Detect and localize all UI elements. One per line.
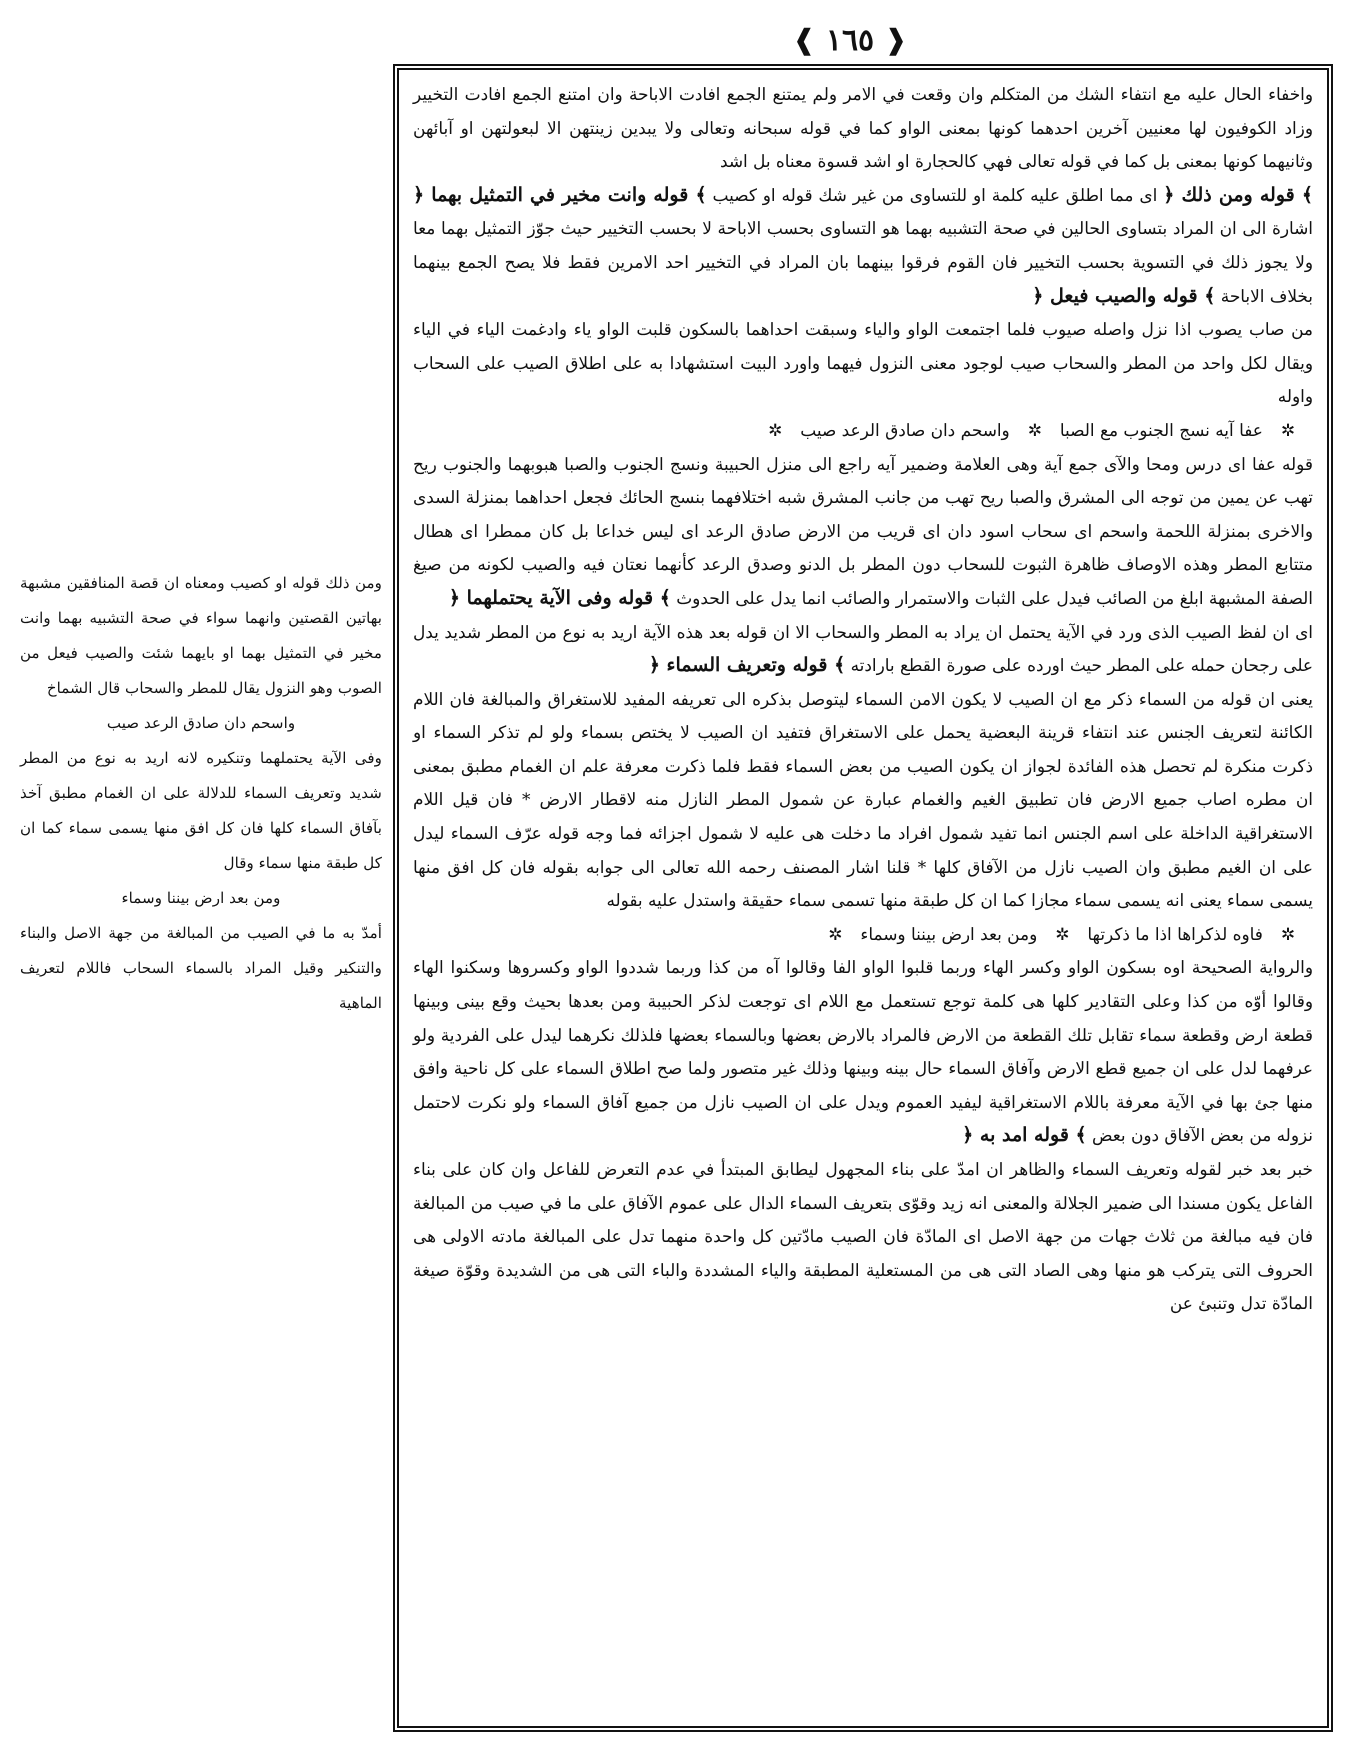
verse-line bbox=[413, 918, 1313, 952]
verse-hemistich: ومن بعد ارض بيننا وسماء bbox=[860, 923, 1038, 944]
verse-star-icon: ✲ bbox=[1027, 419, 1042, 440]
qawl-heading: ﴾ قوله وتعريف السماء ﴿ bbox=[648, 654, 846, 677]
paragraph bbox=[413, 951, 1313, 1153]
qawl-heading: ﴾ قوله ومن ذلك ﴿ bbox=[1163, 183, 1313, 206]
qawl-heading: ﴾ قوله وفى الآية يحتملهما ﴿ bbox=[448, 586, 671, 609]
paragraph: واخفاء الحال عليه مع انتفاء الشك من المتكلم وان وقعت في الامر ولم يمتنع الجمع افادت الاباحة وان امتنع الجمع افادت التخيير وزاد الكوفيون لها معنيين آخرين احدهما كونها بمعنى الواو كما في قوله سبحانه وتعالى ولا يبدين زينتهن الا لبعولتهن او آبائهن وثانيهما كونها بمعنى بل كما في قوله تعالى فهي كالحجارة او اشد قسوة معناه بل اشد bbox=[413, 84, 1313, 172]
margin-paragraph: وفى الآية يحتملهما وتنكيره لانه اريد به نوع من المطر شديد وتعريف السماء للدلالة على ان الغمام مطبق آخذ بآفاق السماء كلها فان كل افق منها يسمى سماء كما ان كل طبقة منها سماء وقال bbox=[20, 749, 382, 872]
margin-verse: ومن بعد ارض بيننا وسماء bbox=[121, 889, 281, 907]
verse-line bbox=[413, 414, 1313, 448]
verse-star-icon: ✲ bbox=[828, 923, 843, 944]
paragraph-text: قوله عفا اى درس ومحا والآى جمع آية وهى العلامة وضمير آيه راجع الى منزل الحبيبة ونسج الجنوب والصبا هبوبهما والجنوب ريح تهب عن يمين من توجه الى المشرق والصبا ريح تهب من جانب المشرق شبه اختلافهما بنسج الحائك فجعل احداهما بمنزلة السدى والاخرى بمنزلة اللحمة واسحم اى سحاب اسود دان اى قريب من الارض صادق الرعد اى ليس خداعا بل كان ممطرا اى هطال متتابع المطر وهذه الاوصاف ظاهرة الثبوت للسحاب دون المطر بل الدنو وصدق الرعد كأنهما نعتان فيه والصيب لكونه من صيغ الصفة المشبهة ابلغ من الصائب فيدل على الثبات والاستمرار والصائب انما يدل على الحدوث bbox=[413, 453, 1313, 608]
page-header bbox=[760, 18, 940, 62]
margin-paragraph: أمدّ به ما في الصيب من المبالغة من جهة الاصل والبناء والتنكير وقيل المراد بالسماء السحاب فاللام لتعريف الماهية bbox=[20, 924, 382, 1012]
main-commentary bbox=[413, 78, 1313, 1321]
paragraph bbox=[413, 616, 1313, 683]
verse-hemistich: عفا آيه نسج الجنوب مع الصبا bbox=[1059, 419, 1263, 440]
qawl-heading: ﴾ قوله وانت مخير في التمثيل بهما ﴿ bbox=[413, 183, 707, 206]
margin-text bbox=[20, 566, 382, 1021]
verse-star-icon: ✲ bbox=[1055, 923, 1070, 944]
paragraph bbox=[413, 179, 1313, 313]
paragraph-text: اى مما اطلق عليه كلمة او للتساوى من غير شك قوله او كصيب bbox=[712, 184, 1158, 205]
paragraph: يعنى ان قوله من السماء ذكر مع ان الصيب لا يكون الامن السماء ليتوصل بذكره الى تعريفه المفيد للاستغراق والمبالغة فان اللام الكائنة لتعريف الجنس عند انتفاء قرينة البعضية يحمل على الاستغراق فتفيد ان الصيب لا يختص بسماء ولو لم تذكر السماء او ذكرت منكرة لم تحصل هذه الفائدة لجواز ان يكون الصيب من بعض السماء فقط فلما ذكرت معرفة علم ان الغمام مطبق بمعنى ان مطره اصاب جميع الارض فان تطبيق الغيم والغمام عبارة عن شمول المطر النازل منه لاقطار الارض * فان قيل اللام الاستغراقية الداخلة على اسم الجنس انما تفيد شمول افراد ما دخلت هى عليه لا شمول اجزائه فما وجه قوله عرّف السماء ليدل على ان الغيم مطبق وان الصيب نازل من الآفاق كلها * قلنا اشار المصنف رحمه الله تعالى الى جوابه بقوله فان كل افق منها يسمى سماء يعنى انه يسمى سماء مجازا كما ان كل طبقة منها تسمى سماء حقيقة واستدل عليه بقوله bbox=[413, 688, 1313, 911]
paragraph-text: والرواية الصحيحة اوه بسكون الواو وكسر الهاء وربما قلبوا الواو الفا وقالوا آه من كذا وربما شددوا الواو وكسروها وسكنوا الهاء وقالوا أوّه من كذا وعلى التقادير كلها هى كلمة توجع تستعمل مع اللام اى توجعت لذكر الحبيبة ومن بعدها بحيث وقع بينى وبينها قطعة ارض وقطعة سماء تقابل تلك القطعة من الارض فالمراد بالارض بعضها وبالسماء بعضها فلذلك نكرهما ليدل على الفردية ولو عرفهما لدل على ان جميع قطع الارض وآفاق السماء حال بينه وبينها وذلك غير متصور ولما صح اطلاق السماء على كل ناحية وافق منها جئ بها في الآية معرفة باللام الاستغراقية ليفيد العموم ويدل على ان الصيب نازل من جميع آفاق السماء ولو نكرت لاحتمل نزوله من بعض الآفاق دون بعض bbox=[413, 957, 1313, 1146]
paragraph: خبر بعد خبر لقوله وتعريف السماء والظاهر ان امدّ على بناء المجهول ليطابق المبتدأ في عدم التعرض للفاعل وان كان على بناء الفاعل يكون مسندا الى ضمير الجلالة والمعنى انه زيد وقوّى بتعريف السماء الدال على عموم الآفاق على ما في صيب من المبالغة فان فيه مبالغة من ثلاث جهات من جهة الاصل اى المادّة فان الصيب مادّتين كل واحدة منهما تدل على المبالغة مادته الاولى هى الحروف التى يتركب هو منها وهى الصاد التى هى من المستعلية المطبقة والياء المشددة والباء التى هى من الشديدة وقوّة صيغة المادّة تدل وتنبئ عن bbox=[413, 1159, 1313, 1314]
paragraph-text: اى ان لفظ الصيب الذى ورد في الآية يحتمل ان يراد به المطر والسحاب الا ان قوله بعد هذه الآية اريد به نوع من المطر شديد يدل على رجحان حمله على المطر حيث اورده على صورة القطع بارادته bbox=[413, 621, 1313, 676]
qawl-heading: ﴾ قوله والصيب فيعل ﴿ bbox=[1032, 284, 1216, 307]
paragraph: من صاب يصوب اذا نزل واصله صيوب فلما اجتمعت الواو والياء وسبقت احداهما بالسكون قلبت الواو ياء وادغمت الياء في الياء ويقال لكل واحد من المطر والسحاب صيب لوجود معنى النزول فيهما واورد البيت استشهادا به على اطلاق الصيب على السحاب واوله bbox=[413, 319, 1313, 407]
right-ornament-icon: ❱ bbox=[884, 23, 908, 56]
paragraph bbox=[413, 448, 1313, 616]
verse-star-icon: ✲ bbox=[1280, 419, 1295, 440]
left-ornament-icon: ❰ bbox=[792, 23, 816, 56]
margin-paragraph: ومن ذلك قوله او كصيب ومعناه ان قصة المنافقين مشبهة بهاتين القصتين وانهما سواء في صحة التشبيه بهما وانت مخير في التمثيل بهما او بايهما شئت والصيب فيعل من الصوب وهو النزول يقال للمطر والسحاب قال الشماخ bbox=[20, 574, 382, 697]
main-text-frame bbox=[393, 64, 1333, 1732]
page-number: ١٦٥ bbox=[825, 22, 875, 58]
verse-hemistich: واسحم دان صادق الرعد صيب bbox=[800, 419, 1010, 440]
margin-verse: واسحم دان صادق الرعد صيب bbox=[106, 714, 296, 732]
paragraph-text: اشارة الى ان المراد بتساوى الحالين في صحة التشبيه بهما هو التساوى بحسب الاباحة لا بحسب التخيير حيث جوّز التمثيل بهما معا ولا يجوز ذلك في التسوية بحسب التخيير فان القوم فرقوا بينهما بان المراد في التخيير احد الامرين فقط فلا يصح الجمع بينهما بخلاف الاباحة bbox=[413, 218, 1313, 306]
verse-hemistich: فاوه لذكراها اذا ما ذكرتها bbox=[1087, 923, 1263, 944]
qawl-heading: ﴾ قوله امد به ﴿ bbox=[962, 1124, 1087, 1147]
verse-star-icon: ✲ bbox=[1280, 923, 1295, 944]
verse-star-icon: ✲ bbox=[768, 419, 783, 440]
